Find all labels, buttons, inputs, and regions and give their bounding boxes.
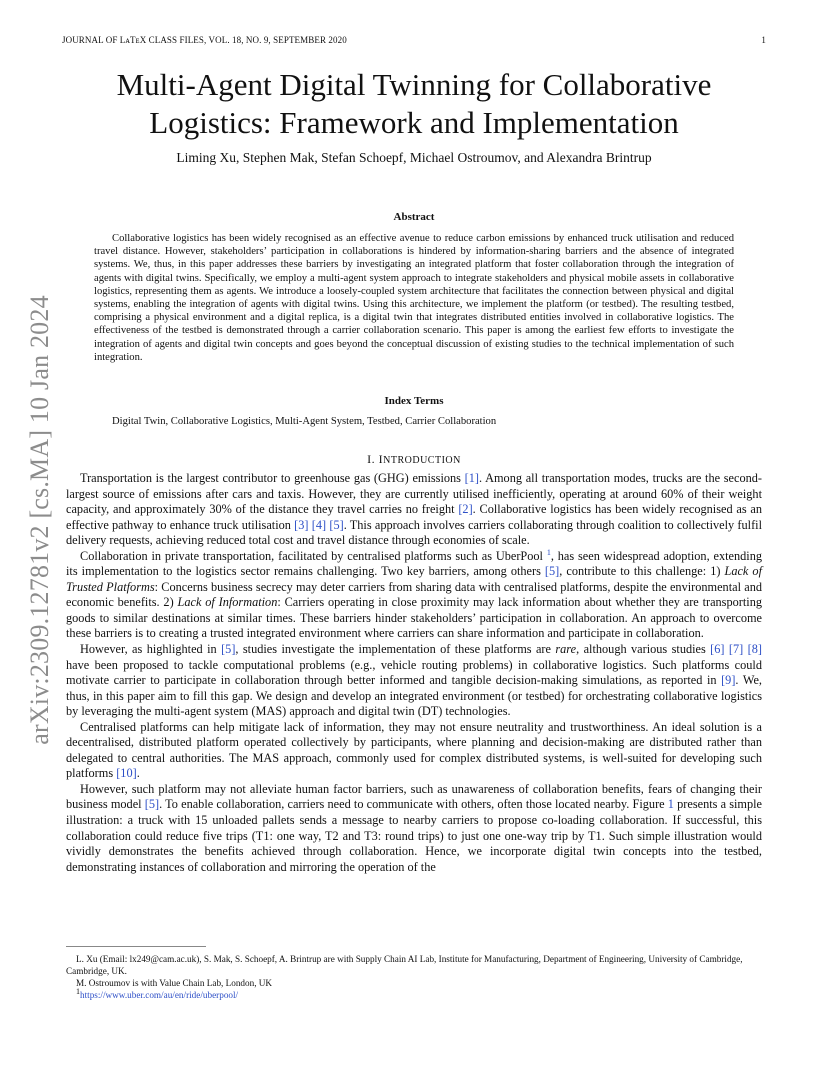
affiliation-note-2: M. Ostroumov is with Value Chain Lab, London, UK bbox=[76, 978, 273, 988]
author-list: Liming Xu, Stephen Mak, Stefan Schoepf, Michael Ostroumov, and Alexandra Brintrup bbox=[176, 150, 652, 165]
paragraph-2: Collaboration in private transportation, facilitated by centralised platforms such as UberPool $^1$, has seen widespread adoption, extending its implementation to the logistics sector remains challenging. Two key barriers, among others [5], contribute to this challenge: 1) Lack of Trusted Platforms: Concerns business secrecy may deter carriers from sharing data with centralised platforms, despite the environmental and economic benefits. 2) Lack of Information: Carriers operating in close proximity may lack information about whether they are transporting goods to similar destinations at similar times. These barriers hinder stakeholders’ participation in collaboration. An approach to overcome these barriers is to creating a trusted integrated environment where carriers can share information and participate in collaboration. bbox=[66, 547, 762, 641]
citation-link[interactable]: [6] bbox=[710, 642, 725, 657]
running-head bbox=[62, 35, 766, 45]
section-heading bbox=[0, 452, 828, 467]
abstract-heading: Abstract bbox=[393, 211, 435, 223]
paper-title: Multi-Agent Digital Twinning for Collaborative Logistics: Framework and Implementation bbox=[116, 67, 712, 140]
citation-link[interactable]: [5] bbox=[329, 517, 344, 532]
footnote-marker: 1 bbox=[76, 986, 80, 996]
citation-link[interactable]: [5] bbox=[544, 564, 560, 579]
journal-name: JOURNAL OF LᴀTᴇX CLASS FILES, VOL. 18, NO. 9, SEPTEMBER 2020 bbox=[62, 35, 347, 45]
citation-link[interactable]: [10] bbox=[116, 766, 137, 781]
footnotes bbox=[66, 953, 762, 1001]
citation-link[interactable]: [2] bbox=[458, 502, 473, 517]
figure-link[interactable]: 1 bbox=[667, 797, 674, 812]
citation-link[interactable]: [1] bbox=[464, 471, 480, 485]
body-text bbox=[66, 471, 762, 875]
abstract-text: Collaborative logistics has been widely recognised as an effective avenue to reduce carbon emissions by enhanced truck utilisation and reduced travel distance. However, stakeholders’ participation in collaborations is hindered by information-sharing barriers and the absence of integrated systems. We, thus, in this paper addresses these barriers by investigating an integrated platform that foster collaboration through the integration of agents with digital twins. Specifically, we employ a multi-agent system approach to integrate stakeholders and physical mobile assets in collaborative logistics, representing them as agents. We introduce a loosely-coupled system architecture that facilitates the connection between physical and digital systems, enabling the integration of agents with digital twins. Using this architecture, we implement the platform (or testbed). The resulting testbed, comprising a physical environment and a digital replica, is a digital twin that integrates distributed entities involved in collaborative logistics. The effectiveness of the testbed is demonstrated through a carrier collaboration scenario. This paper is among the earliest few efforts to investigate the integration of agents and digital twin concepts and goes beyond the conceptual discussion of existing studies to the technical implementation of such integration. bbox=[94, 233, 734, 363]
citation-link[interactable]: [8] bbox=[747, 642, 763, 657]
footnote-1 bbox=[66, 986, 762, 1001]
index-terms-text: Digital Twin, Collaborative Logistics, Multi-Agent System, Testbed, Carrier Collaboration bbox=[112, 416, 497, 427]
citation-link[interactable]: [3] bbox=[294, 517, 309, 532]
section-title-initial: I bbox=[378, 452, 384, 466]
paragraph-5: However, such platform may not alleviate human factor barriers, such as unawareness of collaboration benefits, fears of changing their business model [5]. To enable collaboration, carriers need to communicate with others, often those located nearby. Figure 1 presents a simple illustration: a truck with 15 unloaded pallets sends a message to nearby carriers to propose co-loading collaboration. If successful, this collaboration could reduce five trips (T1: one way, T2 and T3: round trips) to just one one-way trip by T1. Such simple illustration would vividly demonstrates the benefits achieved through collaboration. Hence, we incorporate digital twin concepts into the testbed, demonstrating instances of collaboration and mirroring the operation of the bbox=[66, 781, 763, 874]
affiliation-note-1: L. Xu (Email: lx249@cam.ac.uk), S. Mak, S. Schoepf, A. Brintrup are with Supply Chain AI Lab, Institute for Manufacturing, Department of Engineering, University of Cambridge, Cambridge, UK. bbox=[66, 954, 743, 976]
section-title-rest: NTRODUCTION bbox=[383, 455, 461, 466]
footnote-divider bbox=[66, 946, 206, 947]
uberpool-url-link[interactable]: https://www.uber.com/au/en/ride/uberpool/ bbox=[80, 990, 239, 1000]
citation-link[interactable]: [5] bbox=[144, 797, 160, 812]
paragraph-1: Transportation is the largest contributor to greenhouse gas (GHG) emissions [1]. Among all transportation modes, trucks are the second-largest source of emissions after cars and taxis. However, they are currently utilised inefficiently, operating at around 60% of their weight capacity, and approximately 30% of the distance they travel carries no freight [2]. Collaborative logistics has been widely recognised as an effective pathway to enhance truck utilisation [3] [4] [5]. This approach involves carriers collaborating through coalition to collectively fulfil delivery requests, achieving reduced total cost and travel distance through economies of scale. bbox=[66, 471, 763, 548]
paragraph-3: However, as highlighted in [5], studies investigate the implementation of these platforms are rare, although various studies [6] [7] [8] have been proposed to tackle computational problems (e.g., vehicle routing problems) in collaborative logistics. Such platforms could motivate carrier to participate in collaboration through better informed and tangible decision-making simulations, as reported in [9]. We, thus, in this paper aim to fill this gap. We design and develop an integrated environment (or testbed) for orchestrating collaborative logistics by leveraging the multi-agent system (MAS) approach and digital twin (DT) technologies. bbox=[66, 642, 763, 719]
footnote-link[interactable]: 1 bbox=[546, 547, 551, 557]
section-number: I. bbox=[367, 452, 376, 466]
paragraph-4: Centralised platforms can help mitigate lack of information, they may not ensure neutrality and trustworthiness. An ideal solution is a decentralised, distributed platform operated collectively by participants, where planning and decision-making are distributed rather than delegated to central authorities. The MAS approach, commonly used for complex distributed systems, is well-suited for developing such platforms [10]. bbox=[66, 719, 762, 781]
arxiv-identifier: arXiv:2309.12781v2 [cs.MA] 10 Jan 2024 bbox=[25, 295, 54, 745]
index-terms-heading: Index Terms bbox=[384, 395, 444, 407]
citation-link[interactable]: [9] bbox=[721, 673, 736, 688]
citation-link[interactable]: [7] bbox=[728, 642, 744, 657]
page-number: 1 bbox=[761, 35, 766, 45]
citation-link[interactable]: [5] bbox=[221, 642, 236, 657]
citation-link[interactable]: [4] bbox=[311, 517, 327, 532]
